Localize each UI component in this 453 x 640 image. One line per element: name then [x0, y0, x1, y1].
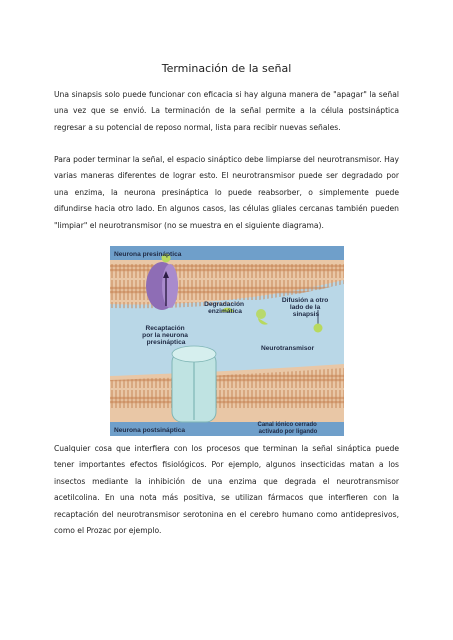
label-reuptake-2: por la neurona — [142, 332, 188, 339]
paragraph-termination-methods: Para poder terminar la señal, el espacio sináptico debe limpiarse del neurotransmisor. Hay varias maneras diferentes de lograr esto. El neurotransmisor puede ser degradado por una enzima, la neurona presináptica lo puede reabsorber, o simplemente puede difundirse hacia otro lado. En algunos casos, las células gliales cercanas también pueden "limpiar" el neurotransmisor (no se muestra en el siguiente diagrama). — [54, 155, 399, 230]
label-diffusion-1: Difusión a otro — [281, 297, 329, 304]
label-diffusion-2: lado de la — [289, 304, 321, 311]
label-diffusion-3: sinapsis — [292, 311, 320, 318]
label-reuptake-1: Recaptación — [145, 325, 185, 332]
label-channel-1: Canal iónico cerrado — [257, 422, 317, 428]
page-title: Terminación de la señal — [161, 62, 292, 75]
label-presynaptic: Neurona presináptica — [114, 251, 182, 258]
svg-text:Neurotransmisor — [261, 345, 315, 352]
svg-text:Neurona presináptica — [114, 251, 182, 258]
label-neurotransmitter: Neurotransmisor — [261, 345, 315, 352]
paragraph-physiological-effects: Cualquier cosa que interfiera con los procesos que terminan la señal sináptica puede tener importantes efectos fisiológicos. Por ejemplo, algunos insecticidas matan a los insectos mediante la inhibición de una enzima que degrada el neurotransmisor acetilcolina. En una nota más positiva, se utilizan fármacos que interfieren con la recaptación del neurotransmisor serotonina en el cerebro humano como antidepresivos, como el Prozac por ejemplo. — [54, 444, 399, 536]
label-channel-2: activado por ligando — [258, 429, 318, 435]
synapse-termination-diagram — [110, 246, 344, 436]
label-degradation-1: Degradación — [204, 301, 245, 308]
svg-text:Neurona postsináptica — [114, 427, 185, 434]
paragraph-intro: Una sinapsis solo puede funcionar con eficacia si hay alguna manera de "apagar" la señal una vez que se envió. La terminación de la señal permite a la célula postsináptica regresar a su potencial de reposo normal, lista para recibir nuevas señales. — [54, 90, 399, 132]
label-degradation-2: enzimática — [208, 308, 242, 315]
svg-text:Degradación enzimática — [204, 301, 246, 315]
label-reuptake-3: presináptica — [146, 339, 186, 346]
ligand-gated-channel — [172, 346, 216, 422]
svg-text:Canal iónico cerrado a — [257, 422, 318, 435]
svg-text:Recaptación por la neu — [142, 325, 190, 346]
label-postsynaptic: Neurona postsináptica — [114, 427, 186, 434]
